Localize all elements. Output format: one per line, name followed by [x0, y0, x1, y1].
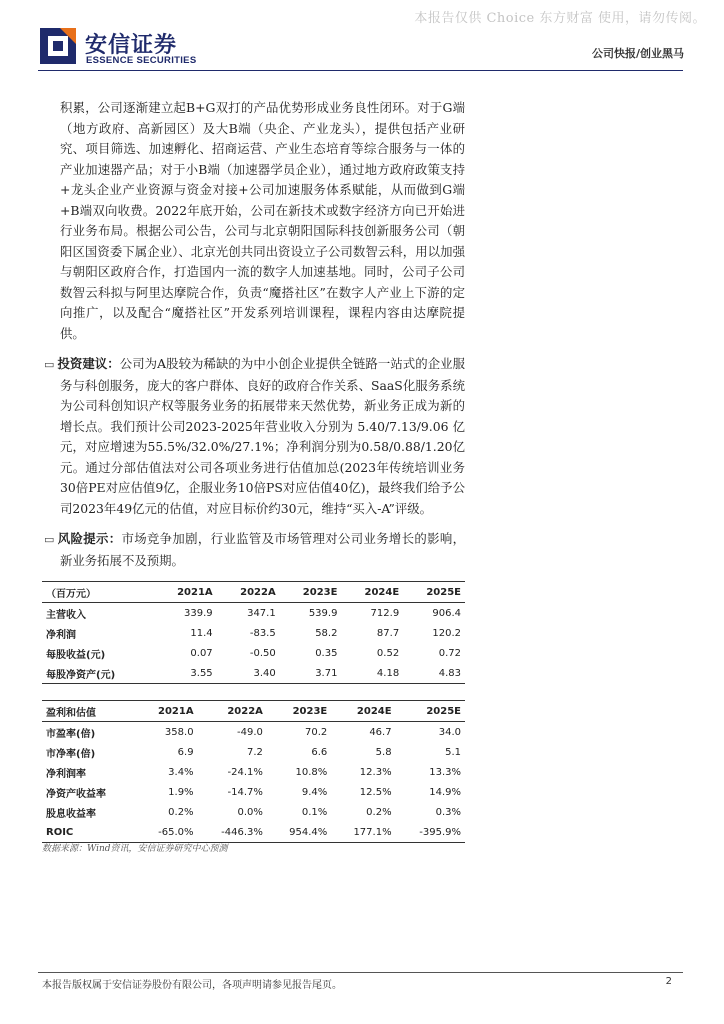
row-label: 每股收益(元) [46, 649, 106, 661]
table-row [42, 623, 465, 643]
table-row [42, 722, 465, 743]
table-cell: -446.3% [198, 822, 267, 843]
table-cell: 0.35 [315, 647, 338, 659]
column-header: 盈利和估值 [42, 701, 137, 722]
table-cell: 9.4% [301, 786, 328, 798]
column-header: 2025E [396, 701, 465, 722]
table-cell: 120.2 [432, 627, 461, 639]
table-cell: 3.40 [217, 663, 280, 684]
table-cell: 0.0% [237, 806, 263, 818]
table-cell: 87.7 [376, 627, 400, 639]
table-cell: 0.1% [301, 806, 328, 818]
column-header: 2021A [137, 701, 198, 722]
table-row [42, 762, 465, 782]
watermark: 本报告仅供 Choice 东方财富 使用，请勿传阅。 [414, 11, 706, 26]
table-cell: 358.0 [164, 726, 194, 738]
investment-label: 投资建议： [57, 356, 120, 371]
column-header: 2025E [403, 582, 465, 603]
table-cell: 10.8% [295, 766, 328, 778]
table-cell: 4.83 [403, 663, 465, 684]
table-cell: 7.2 [247, 746, 263, 758]
table-cell: 177.1% [331, 822, 395, 843]
table-row [42, 822, 465, 843]
column-header: 2023E [280, 582, 342, 603]
row-label: 市净率(倍) [46, 748, 96, 760]
row-label: 股息收益率 [46, 808, 96, 820]
table-cell: -24.1% [227, 766, 263, 778]
table-cell: 13.3% [429, 766, 461, 778]
table-cell: 3.71 [280, 663, 342, 684]
table-cell: 14.9% [429, 786, 461, 798]
table-cell: 46.7 [369, 726, 392, 738]
table-cell: 954.4% [267, 822, 331, 843]
table-cell: 6.6 [311, 746, 328, 758]
page-number: 2 [665, 976, 672, 987]
table-cell: 12.3% [359, 766, 392, 778]
table-cell: 0.2% [168, 806, 194, 818]
table-cell: 1.9% [168, 786, 194, 798]
row-label: 每股净资产(元) [42, 663, 154, 684]
table-cell: 3.4% [168, 766, 194, 778]
business-paragraph: 积累，公司逐渐建立起B+G双打的产品优势形成业务良性闭环。对于G端（地方政府、高新园区）及大B端（央企、产业龙头），提供包括产业研究、项目筛选、加速孵化、招商运营、产业生态培育等综合服务与一体的产业加速器产品；对于小B端（加速器学员企业），通过地方政府政策支持+龙头企业产业资源与资金对接+公司加速服务体系赋能，从而做到G端+B端双向收费。2022年底开始，公司在新技术或数字经济方向已开始进行业务布局。根据公司公告，公司与北京朝阳国际科技创新服务公司（朝阳区国资委下属企业）、北京光创共同出资设立子公司数智云科，用以加强与朝阳区政府合作，打造国内一流的数字人加速基地。同时，公司子公司数智云科拟与阿里达摩院合作，负责“魔搭社区”在数字人产业上下游的定向推广，以及配合“魔搭社区”开发系列培训课程，课程内容由达摩院提供。 [60, 100, 465, 341]
table-cell: 712.9 [370, 607, 400, 619]
footer-disclaimer: 本报告版权属于安信证券股份有限公司，各项声明请参见报告尾页。 [42, 980, 342, 991]
table-cell: 0.07 [190, 647, 213, 659]
row-label: 净利润率 [46, 768, 86, 780]
logo-mark-icon [38, 26, 78, 66]
bullet-icon: ▭ [44, 358, 55, 371]
table-header-row [42, 701, 465, 722]
table-cell: -395.9% [396, 822, 465, 843]
risk-text: 市场竞争加剧，行业监管及市场管理对公司业务增长的影响，新业务拓展不及预期。 [60, 531, 466, 568]
table-header-row [42, 582, 465, 603]
header-divider [38, 70, 683, 71]
table-cell: -14.7% [227, 786, 263, 798]
investment-text: 公司为A股较为稀缺的为中小创企业提供全链路一站式的企业服务与科创服务，庞大的客户群体、良好的政府合作关系、SaaS化服务系统为公司科创知识产权等服务业务的拓展带来天然优势，新业务正成为新的增长点。我们预计公司2023-2025年营业收入分别为 5.40/7.13/9.06 亿元，对应增速为55.5%/32.0%/27.1%；净利润分别为0.58/0.88/1.20亿元。通过分部估值法对公司各项业务进行估值加总(2023年传统培训业务30倍PE对应估值9亿，企服业务10倍PS对应估值40亿)，最终我们给予公司2023年49亿元的估值，对应目标价约30元，维持“买入-A”评级。 [60, 356, 465, 516]
column-header: 2022A [198, 701, 267, 722]
column-header: 2024E [331, 701, 395, 722]
table-cell: 339.9 [184, 607, 213, 619]
row-label: 主营收入 [46, 609, 86, 621]
table-row [42, 643, 465, 663]
table-row [42, 782, 465, 802]
footer-divider [38, 972, 683, 973]
table-cell: 5.1 [445, 746, 461, 758]
table-cell: 58.2 [315, 627, 338, 639]
table-row [42, 802, 465, 822]
row-label: 市盈率(倍) [46, 728, 96, 740]
table-cell: -65.0% [137, 822, 198, 843]
table-cell: 34.0 [438, 726, 461, 738]
valuation-table [42, 700, 465, 843]
column-header: 2023E [267, 701, 331, 722]
table-row [42, 742, 465, 762]
column-header: 2021A [154, 582, 217, 603]
row-label: 净资产收益率 [46, 788, 106, 800]
table-cell: 3.55 [154, 663, 217, 684]
table-cell: 347.1 [247, 607, 276, 619]
table-cell: 5.8 [375, 746, 392, 758]
table-cell: 6.9 [177, 746, 194, 758]
table-cell: 0.3% [435, 806, 461, 818]
logo-name-cn: 安信证券 [85, 33, 178, 58]
risk-paragraph [44, 529, 466, 571]
column-header: 2022A [217, 582, 280, 603]
table-cell: 0.72 [438, 647, 461, 659]
column-header: （百万元） [42, 582, 154, 603]
table-cell: 70.2 [304, 726, 328, 738]
table-cell: 0.52 [376, 647, 400, 659]
table-row [42, 663, 465, 684]
bullet-icon: ▭ [44, 533, 55, 546]
table-cell: 539.9 [308, 607, 338, 619]
report-body [44, 98, 466, 581]
table-cell: 906.4 [432, 607, 461, 619]
data-source-note: 数据来源：Wind资讯，安信证券研究中心预测 [42, 844, 228, 854]
risk-label: 风险提示： [57, 531, 122, 546]
row-label: ROIC [42, 822, 137, 843]
table-cell: 4.18 [341, 663, 403, 684]
investment-paragraph [44, 354, 465, 519]
financial-summary-table [42, 581, 465, 684]
report-category: 公司快报/创业黑马 [591, 47, 684, 60]
table-cell: 12.5% [359, 786, 392, 798]
table-cell: 11.4 [190, 627, 213, 639]
column-header: 2024E [341, 582, 403, 603]
table-cell: -83.5 [249, 627, 276, 639]
table-cell: 0.2% [366, 806, 392, 818]
company-logo [38, 26, 228, 72]
table-cell: -0.50 [249, 647, 276, 659]
logo-name-en: ESSENCE SECURITIES [86, 55, 197, 66]
row-label: 净利润 [46, 629, 76, 641]
table-row [42, 603, 465, 624]
table-cell: -49.0 [237, 726, 263, 738]
